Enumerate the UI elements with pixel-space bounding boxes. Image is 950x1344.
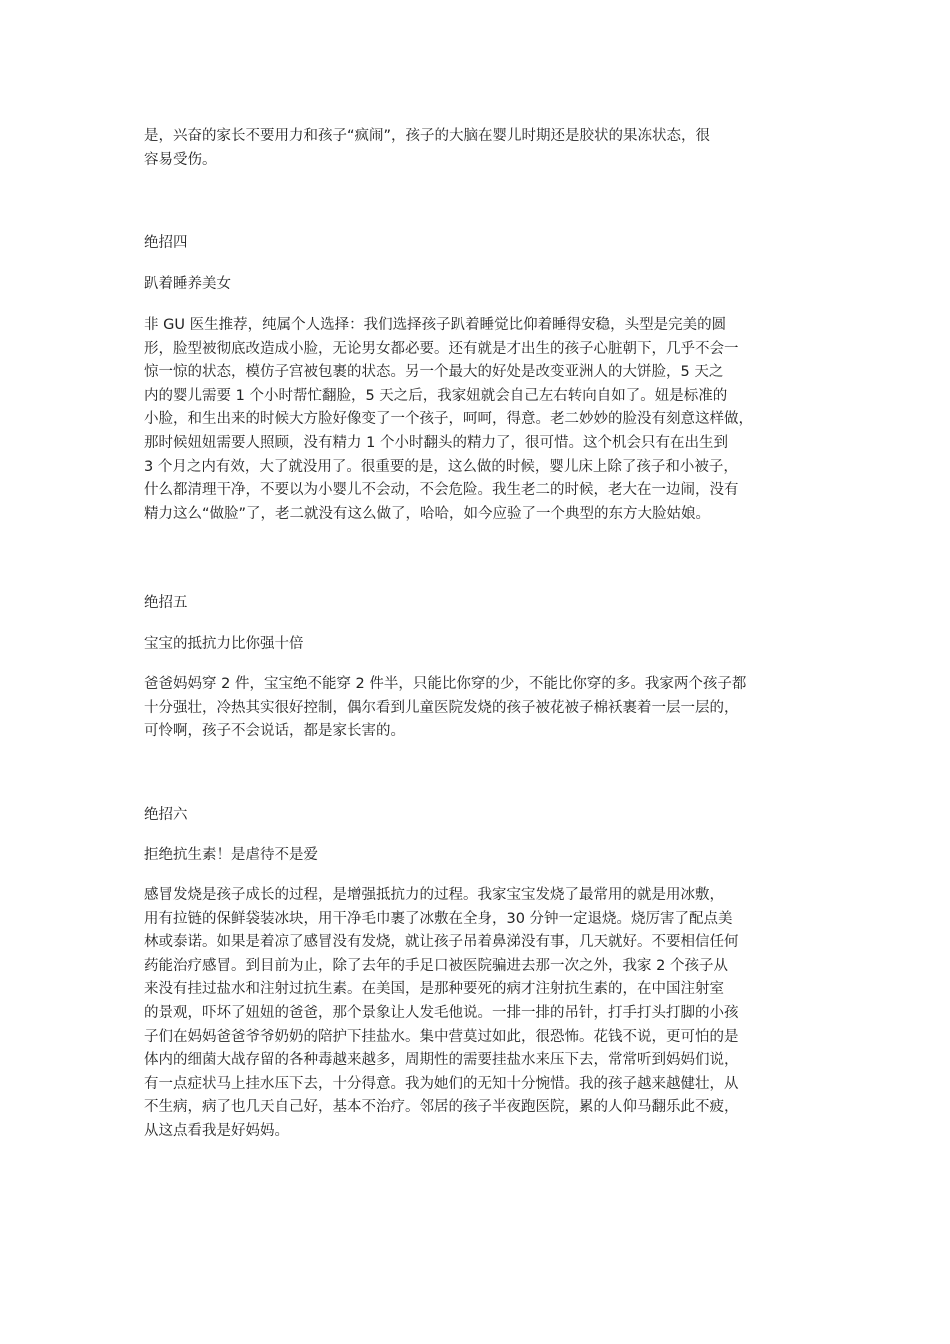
paragraph-line: 不生病，病了也几天自己好，基本不治疗。邻居的孩子半夜跑医院，累的人仰马翻乐此不疲， (144, 1099, 739, 1116)
section-subtitle: 宝宝的抵抗力比你强十倍 (144, 636, 304, 652)
section-heading: 绝招四 (144, 235, 188, 251)
paragraph-line: 从这点看我是好妈妈。 (144, 1122, 289, 1139)
paragraph-line: 药能治疗感冒。到目前为止，除了去年的手足口被医院骗进去那一次之外，我家 2 个孩子从 (144, 957, 728, 974)
paragraph-line: 非 GU 医生推荐，纯属个人选择：我们选择孩子趴着睡觉比仰着睡得安稳，头型是完美的圆 (144, 317, 727, 333)
paragraph-line: 爸爸妈妈穿 2 件，宝宝绝不能穿 2 件半，只能比你穿的少，不能比你穿的多。我家两个孩子都 (144, 676, 747, 692)
paragraph-line: 体内的细菌大战存留的各种毒越来越多，周期性的需要挂盐水来压下去，常常听到妈妈们说， (144, 1052, 739, 1069)
paragraph-line: 感冒发烧是孩子成长的过程，是增强抵抗力的过程。我家宝宝发烧了最常用的就是用冰敷， (144, 887, 724, 903)
paragraph-line: 子们在妈妈爸爸爷爷奶奶的陪护下挂盐水。集中营莫过如此，很恐怖。花钱不说，更可怕的是 (144, 1028, 739, 1045)
paragraph-line: 什么都清理干净，不要以为小婴儿不会动，不会危险。我生老二的时候，老大在一边闹，没有 (144, 482, 739, 499)
section-heading: 绝招六 (144, 807, 188, 823)
paragraph-line: 3 个月之内有效，大了就没用了。很重要的是，这么做的时候，婴儿床上除了孩子和小被子， (144, 458, 738, 475)
paragraph-line: 形，脸型被彻底改造成小脸，无论男女都必要。还有就是才出生的孩子心脏朝下，几乎不会一 (144, 340, 739, 357)
paragraph-line: 林或泰诺。如果是着凉了感冒没有发烧，就让孩子吊着鼻涕没有事，几天就好。不要相信任何 (144, 934, 739, 951)
section-paragraph (144, 884, 812, 1144)
section-heading: 绝招五 (144, 595, 188, 611)
paragraph-line: 小脸，和生出来的时候大方脸好像变了一个孩子，呵呵，得意。老二妙妙的脸没有刻意这样做， (144, 411, 753, 428)
paragraph-line: 惊一惊的状态，模仿子宫被包裹的状态。另一个最大的好处是改变亚洲人的大饼脸，5 天之 (144, 364, 724, 381)
paragraph-line: 有一点症状马上挂水压下去，十分得意。我为她们的无知十分惋惜。我的孩子越来越健壮，从 (144, 1075, 739, 1092)
paragraph-line: 容易受伤。 (144, 151, 217, 168)
paragraph-line: 是，兴奋的家长不要用力和孩子“疯闹”，孩子的大脑在婴儿时期还是胶状的果冻状态，很 (144, 128, 711, 144)
section-subtitle: 趴着睡养美女 (144, 276, 231, 292)
paragraph-line: 的景观，吓坏了妞妞的爸爸，那个景象让人发毛他说。一排一排的吊针，打手打头打脚的小孩 (144, 1004, 739, 1021)
paragraph-line: 用有拉链的保鲜袋装冰块，用干净毛巾裹了冰敷在全身，30 分钟一定退烧。烧厉害了配点美 (144, 910, 733, 927)
paragraph-line: 精力这么“做脸”了，老二就没有这么做了，哈哈，如今应验了一个典型的东方大脸姑娘。 (144, 505, 711, 522)
paragraph-line: 来没有挂过盐水和注射过抗生素。在美国，是那种要死的病才注射抗生素的，在中国注射室 (144, 981, 724, 998)
section-paragraph (144, 314, 812, 526)
paragraph-line: 可怜啊，孩子不会说话，都是家长害的。 (144, 723, 405, 740)
paragraph-line: 那时候妞妞需要人照顾，没有精力 1 个小时翻头的精力了，很可惜。这个机会只有在出生到 (144, 434, 728, 451)
paragraph-line: 内的婴儿需要 1 个小时帮忙翻脸，5 天之后，我家妞就会自己左右转向自如了。妞是标准的 (144, 387, 728, 404)
section-subtitle: 拒绝抗生素！是虐待不是爱 (144, 847, 318, 863)
section-paragraph (144, 673, 812, 744)
paragraph-line: 十分强壮，冷热其实很好控制，偶尔看到儿童医院发烧的孩子被花被子棉袄裹着一层一层的， (144, 699, 739, 716)
intro-paragraph (144, 125, 812, 172)
